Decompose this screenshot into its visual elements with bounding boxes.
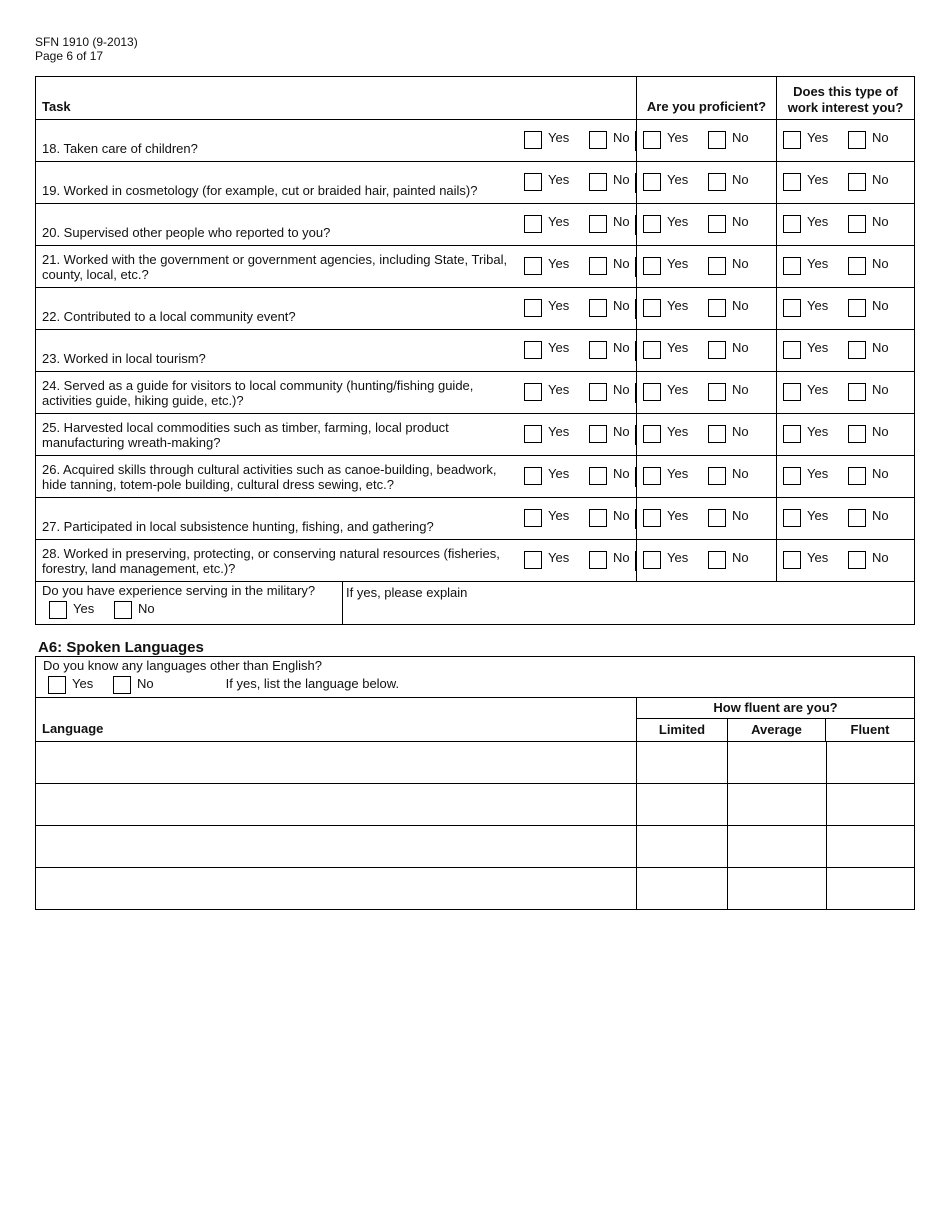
- average-column-header: Average: [727, 719, 825, 741]
- experience-yes-label: Yes: [548, 214, 570, 229]
- experience-no-checkbox[interactable]: [589, 173, 607, 191]
- language-row: [36, 825, 914, 867]
- proficient-yes-label: Yes: [667, 424, 689, 439]
- experience-yes-label: Yes: [548, 508, 570, 523]
- task-label: 20. Supervised other people who reported to you?: [42, 225, 331, 240]
- experience-no-label: No: [613, 424, 630, 439]
- experience-yes-checkbox[interactable]: [524, 509, 542, 527]
- proficient-yes-label: Yes: [667, 298, 689, 313]
- proficient-yes-label: Yes: [667, 382, 689, 397]
- task-label: 24. Served as a guide for visitors to local community (hunting/fishing guide, activities guide, hiking guide, etc.)?: [42, 378, 474, 408]
- experience-no-checkbox[interactable]: [589, 299, 607, 317]
- fluency-header: How fluent are you?: [637, 697, 914, 719]
- experience-yes-checkbox[interactable]: [524, 425, 542, 443]
- interest-no-checkbox[interactable]: [848, 551, 866, 569]
- language-input[interactable]: [36, 742, 637, 783]
- fluent-column-header: Fluent: [825, 719, 914, 741]
- experience-yes-label: Yes: [548, 256, 570, 271]
- task-label: 21. Worked with the government or government agencies, including State, Tribal, county, local, etc.?: [42, 252, 508, 282]
- experience-yes-checkbox[interactable]: [524, 341, 542, 359]
- average-cell[interactable]: [727, 826, 826, 867]
- interest-no-label: No: [872, 340, 889, 355]
- proficient-no-checkbox[interactable]: [708, 425, 726, 443]
- experience-no-checkbox[interactable]: [589, 467, 607, 485]
- task-label: 27. Participated in local subsistence hunting, fishing, and gathering?: [42, 519, 434, 534]
- military-yes-label: Yes: [73, 600, 95, 616]
- proficient-no-checkbox[interactable]: [708, 467, 726, 485]
- interest-yes-checkbox[interactable]: [783, 341, 801, 359]
- interest-yes-checkbox[interactable]: [783, 509, 801, 527]
- language-table: [35, 697, 915, 910]
- experience-yes-checkbox[interactable]: [524, 215, 542, 233]
- interest-no-label: No: [872, 466, 889, 481]
- interest-no-checkbox[interactable]: [848, 509, 866, 527]
- interest-yes-label: Yes: [807, 466, 829, 481]
- interest-yes-checkbox[interactable]: [783, 215, 801, 233]
- proficient-no-label: No: [732, 340, 749, 355]
- task-row: [36, 119, 914, 161]
- proficient-no-label: No: [732, 466, 749, 481]
- experience-no-label: No: [613, 130, 630, 145]
- proficient-no-label: No: [732, 424, 749, 439]
- proficient-yes-checkbox[interactable]: [643, 173, 661, 191]
- language-question: Do you know any languages other than English?: [43, 658, 322, 673]
- experience-no-checkbox[interactable]: [589, 341, 607, 359]
- task-row: [36, 413, 914, 455]
- experience-no-checkbox[interactable]: [589, 257, 607, 275]
- experience-yes-checkbox[interactable]: [524, 131, 542, 149]
- proficient-no-checkbox[interactable]: [708, 551, 726, 569]
- proficient-no-label: No: [732, 172, 749, 187]
- task-label: 25. Harvested local commodities such as timber, farming, local product manufacturing wreath-making?: [42, 420, 449, 450]
- proficient-yes-label: Yes: [667, 172, 689, 187]
- task-row: [36, 203, 914, 245]
- proficient-yes-label: Yes: [667, 466, 689, 481]
- interest-yes-label: Yes: [807, 172, 829, 187]
- interest-column-header: Does this type of work interest you?: [776, 77, 914, 119]
- page-number: Page 6 of 17: [35, 49, 104, 63]
- military-row: [36, 581, 914, 624]
- experience-yes-checkbox[interactable]: [524, 257, 542, 275]
- experience-yes-checkbox[interactable]: [524, 551, 542, 569]
- interest-yes-label: Yes: [807, 508, 829, 523]
- limited-cell[interactable]: [637, 784, 727, 825]
- interest-yes-checkbox[interactable]: [783, 173, 801, 191]
- proficient-no-label: No: [732, 550, 749, 565]
- language-row: [36, 783, 914, 825]
- language-note: If yes, list the language below.: [225, 675, 400, 691]
- proficient-yes-checkbox[interactable]: [643, 425, 661, 443]
- task-table: [35, 76, 915, 625]
- experience-no-label: No: [613, 298, 630, 313]
- limited-cell[interactable]: [637, 742, 727, 783]
- proficient-yes-label: Yes: [667, 214, 689, 229]
- interest-yes-label: Yes: [807, 214, 829, 229]
- proficient-yes-label: Yes: [667, 256, 689, 271]
- task-row: [36, 371, 914, 413]
- language-row: [36, 867, 914, 909]
- task-row: [36, 497, 914, 539]
- proficient-no-checkbox[interactable]: [708, 257, 726, 275]
- proficient-yes-label: Yes: [667, 550, 689, 565]
- military-yes-checkbox[interactable]: [49, 601, 67, 619]
- interest-yes-checkbox[interactable]: [783, 131, 801, 149]
- language-row: [36, 741, 914, 783]
- military-question: Do you have experience serving in the military?: [42, 583, 316, 598]
- interest-no-label: No: [872, 214, 889, 229]
- experience-yes-label: Yes: [548, 424, 570, 439]
- experience-yes-checkbox[interactable]: [524, 299, 542, 317]
- military-explain-field[interactable]: [343, 582, 914, 624]
- interest-no-checkbox[interactable]: [848, 131, 866, 149]
- fluent-cell[interactable]: [826, 742, 914, 783]
- experience-yes-checkbox[interactable]: [524, 173, 542, 191]
- task-row: [36, 161, 914, 203]
- proficient-no-label: No: [732, 214, 749, 229]
- interest-yes-label: Yes: [807, 424, 829, 439]
- interest-no-label: No: [872, 382, 889, 397]
- experience-no-checkbox[interactable]: [589, 551, 607, 569]
- experience-yes-checkbox[interactable]: [524, 383, 542, 401]
- interest-no-checkbox[interactable]: [848, 299, 866, 317]
- task-label: 26. Acquired skills through cultural activities such as canoe-building, beadwork, hide tanning, totem-pole building, cultural dress sewing, etc.?: [42, 462, 497, 492]
- interest-no-label: No: [872, 550, 889, 565]
- interest-no-label: No: [872, 130, 889, 145]
- interest-yes-label: Yes: [807, 340, 829, 355]
- section-title: A6: Spoken Languages: [38, 639, 204, 656]
- task-row: [36, 455, 914, 497]
- average-cell[interactable]: [727, 784, 826, 825]
- language-question-box: [35, 656, 915, 698]
- interest-yes-label: Yes: [807, 550, 829, 565]
- interest-yes-checkbox[interactable]: [783, 257, 801, 275]
- experience-no-checkbox[interactable]: [589, 383, 607, 401]
- proficient-no-label: No: [732, 508, 749, 523]
- experience-no-label: No: [613, 508, 630, 523]
- fluent-cell[interactable]: [826, 826, 914, 867]
- experience-yes-label: Yes: [548, 340, 570, 355]
- military-no-label: No: [138, 600, 155, 616]
- language-input[interactable]: [36, 826, 637, 867]
- proficient-yes-checkbox[interactable]: [643, 509, 661, 527]
- average-cell[interactable]: [727, 868, 826, 909]
- language-input[interactable]: [36, 784, 637, 825]
- proficient-yes-label: Yes: [667, 508, 689, 523]
- proficient-no-checkbox[interactable]: [708, 299, 726, 317]
- limited-column-header: Limited: [658, 722, 706, 737]
- experience-no-checkbox[interactable]: [589, 131, 607, 149]
- task-label: 22. Contributed to a local community event?: [42, 309, 296, 324]
- task-label: 28. Worked in preserving, protecting, or conserving natural resources (fisheries, forestry, land management, etc.)?: [42, 546, 500, 576]
- proficient-no-label: No: [732, 382, 749, 397]
- proficient-yes-checkbox[interactable]: [643, 467, 661, 485]
- military-no-checkbox[interactable]: [114, 601, 132, 619]
- proficient-no-checkbox[interactable]: [708, 341, 726, 359]
- proficient-yes-checkbox[interactable]: [643, 383, 661, 401]
- task-label: 18. Taken care of children?: [42, 141, 198, 156]
- language-no-label: No: [137, 675, 154, 691]
- experience-yes-label: Yes: [548, 382, 570, 397]
- interest-no-label: No: [872, 298, 889, 313]
- experience-no-label: No: [613, 172, 630, 187]
- interest-no-checkbox[interactable]: [848, 425, 866, 443]
- proficient-yes-label: Yes: [667, 340, 689, 355]
- average-cell[interactable]: [727, 742, 826, 783]
- experience-column-header: [518, 77, 636, 119]
- proficient-yes-checkbox[interactable]: [643, 131, 661, 149]
- language-column-header: Language: [36, 697, 637, 741]
- interest-no-checkbox[interactable]: [848, 341, 866, 359]
- language-input[interactable]: [36, 868, 637, 909]
- proficient-no-label: No: [732, 298, 749, 313]
- task-row: [36, 329, 914, 371]
- language-table-header: [36, 697, 914, 741]
- interest-no-checkbox[interactable]: [848, 257, 866, 275]
- fluent-cell[interactable]: [826, 868, 914, 909]
- proficient-yes-checkbox[interactable]: [643, 341, 661, 359]
- experience-no-label: No: [613, 340, 630, 355]
- proficient-yes-checkbox[interactable]: [643, 551, 661, 569]
- experience-no-label: No: [613, 466, 630, 481]
- proficient-column-header: Are you proficient?: [636, 77, 776, 119]
- experience-yes-label: Yes: [548, 130, 570, 145]
- task-row: [36, 245, 914, 287]
- proficient-no-checkbox[interactable]: [708, 509, 726, 527]
- interest-no-label: No: [872, 424, 889, 439]
- proficient-yes-label: Yes: [667, 130, 689, 145]
- experience-no-checkbox[interactable]: [589, 215, 607, 233]
- limited-cell[interactable]: [637, 868, 727, 909]
- fluent-cell[interactable]: [826, 784, 914, 825]
- experience-no-checkbox[interactable]: [589, 425, 607, 443]
- proficient-no-checkbox[interactable]: [708, 215, 726, 233]
- proficient-yes-checkbox[interactable]: [643, 215, 661, 233]
- task-label: 19. Worked in cosmetology (for example, cut or braided hair, painted nails)?: [42, 183, 478, 198]
- interest-no-label: No: [872, 508, 889, 523]
- proficient-no-label: No: [732, 130, 749, 145]
- military-explain-label: If yes, please explain: [346, 585, 468, 600]
- language-no-checkbox[interactable]: [113, 676, 131, 694]
- proficient-no-checkbox[interactable]: [708, 173, 726, 191]
- experience-yes-label: Yes: [548, 466, 570, 481]
- interest-no-label: No: [872, 256, 889, 271]
- language-yes-checkbox[interactable]: [48, 676, 66, 694]
- interest-yes-label: Yes: [807, 256, 829, 271]
- interest-yes-checkbox[interactable]: [783, 551, 801, 569]
- interest-yes-checkbox[interactable]: [783, 299, 801, 317]
- form-header: [35, 35, 138, 63]
- interest-yes-label: Yes: [807, 130, 829, 145]
- interest-no-label: No: [872, 172, 889, 187]
- experience-no-label: No: [613, 382, 630, 397]
- experience-no-checkbox[interactable]: [589, 509, 607, 527]
- task-table-header: [36, 77, 914, 119]
- experience-no-label: No: [613, 214, 630, 229]
- proficient-no-label: No: [732, 256, 749, 271]
- limited-cell[interactable]: [637, 826, 727, 867]
- form-id: SFN 1910 (9-2013): [35, 35, 138, 49]
- interest-yes-checkbox[interactable]: [783, 425, 801, 443]
- interest-no-checkbox[interactable]: [848, 215, 866, 233]
- experience-yes-checkbox[interactable]: [524, 467, 542, 485]
- proficient-no-checkbox[interactable]: [708, 383, 726, 401]
- interest-no-checkbox[interactable]: [848, 467, 866, 485]
- task-row: [36, 287, 914, 329]
- task-row: [36, 539, 914, 581]
- interest-yes-checkbox[interactable]: [783, 467, 801, 485]
- proficient-no-checkbox[interactable]: [708, 131, 726, 149]
- experience-yes-label: Yes: [548, 172, 570, 187]
- experience-no-label: No: [613, 256, 630, 271]
- experience-yes-label: Yes: [548, 550, 570, 565]
- experience-no-label: No: [613, 550, 630, 565]
- interest-no-checkbox[interactable]: [848, 383, 866, 401]
- interest-yes-label: Yes: [807, 298, 829, 313]
- task-column-header: Task: [42, 99, 71, 114]
- task-label: 23. Worked in local tourism?: [42, 351, 206, 366]
- experience-yes-label: Yes: [548, 298, 570, 313]
- proficient-yes-checkbox[interactable]: [643, 257, 661, 275]
- proficient-yes-checkbox[interactable]: [643, 299, 661, 317]
- interest-yes-checkbox[interactable]: [783, 383, 801, 401]
- interest-yes-label: Yes: [807, 382, 829, 397]
- language-yes-label: Yes: [72, 675, 94, 691]
- interest-no-checkbox[interactable]: [848, 173, 866, 191]
